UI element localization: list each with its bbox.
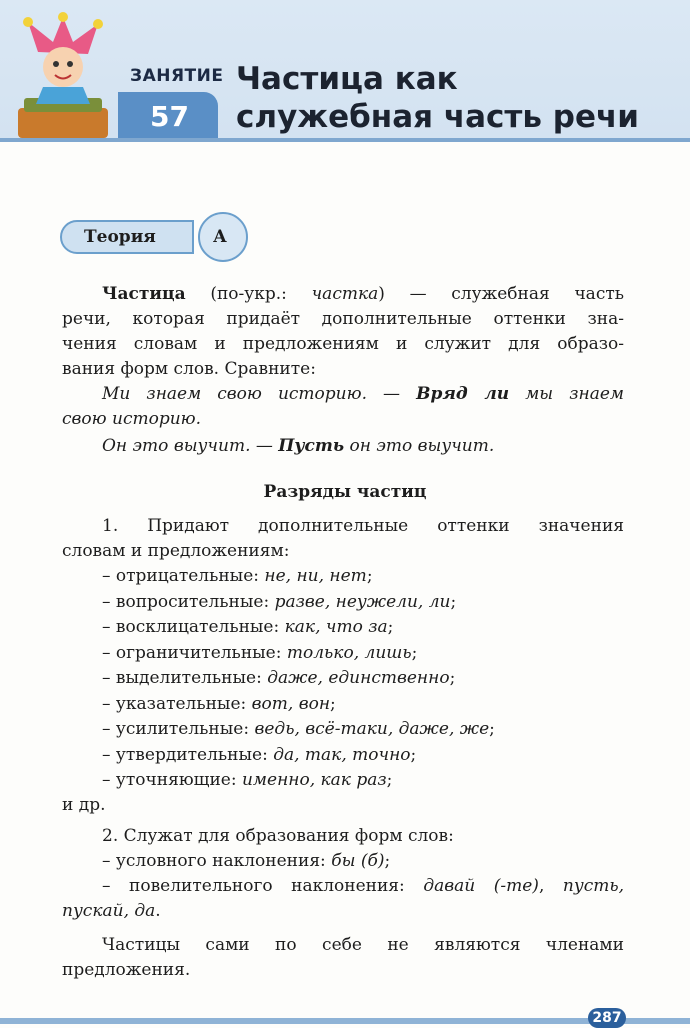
example-1-line-1 [62,384,624,404]
item-label: – выделительные: [102,668,268,688]
list-item [62,694,624,714]
category-1-line-2: словам и предложениям: [62,541,290,561]
list-item [62,617,624,637]
item-end: ; [330,693,336,714]
item-end: ; [387,617,394,637]
example-text: Он это выучит. — [102,436,279,456]
item-label: – уточняющие: [102,770,242,790]
item-examples: только, лишь [286,642,412,663]
term-ukrainian: частка [311,284,379,304]
example-2 [62,436,624,456]
item-examples: давай (-те) [423,876,539,896]
list-item [62,592,624,612]
example-text: мы знаем [509,384,624,404]
item-end: ; [449,668,456,688]
item-examples: бы (б) [331,851,385,871]
item-label: – вопросительные: [102,591,275,612]
jester-mascot-illustration [8,12,118,140]
title-line-2: служебная часть речи [236,99,639,135]
page-number: 287 [588,1008,626,1028]
example-text: Ми знаем свою историю. — [102,384,417,404]
etc-text: и др. [62,795,106,815]
item-end: ; [489,719,495,739]
definition-line-3: чения словам и предложениям и служит для образо- [62,334,624,354]
item-label: – восклицательные: [102,617,285,637]
category-1-line-1 [62,516,624,536]
text-fragment: ) — служебная часть [378,284,624,304]
item-examples: пусть, [562,876,625,896]
item-end: . [155,901,161,921]
item-label: – утвердительные: [102,744,274,765]
definition-line-1 [62,284,624,304]
item-examples: да, так, точно [273,744,411,765]
definition-line-2: речи, которая придаёт дополнительные оттенки зна- [62,309,624,329]
item-examples: именно, как раз [241,770,387,790]
item-end: ; [366,566,373,586]
example-1-line-2: свою историю. [62,409,202,429]
item-label: – отрицательные: [102,566,265,586]
item-examples: ведь, всё-таки, даже, же [254,719,490,739]
term-particle: Частица [102,284,186,304]
item-end: ; [411,642,418,663]
list-item [62,566,624,586]
item-end: ; [410,744,417,765]
theory-label: Теория [84,227,156,247]
item-examples: пускай, да [62,901,156,921]
item-end: ; [386,770,393,790]
text-fragment: 1. Придают дополнительные оттенки значения [102,516,624,536]
definition-line-4: вания форм слов. Сравните: [62,359,316,379]
conclusion-line-1 [62,935,624,955]
example-particle: Пусть [278,436,345,456]
conditional-mood-item [62,851,624,871]
lesson-number: 57 [150,100,189,133]
imperative-mood-item-line-1 [62,876,624,896]
list-item [62,745,624,765]
lesson-label: ЗАНЯТИЕ [130,66,224,86]
title-line-1: Частица как [236,61,458,97]
item-examples: как, что за [284,617,388,637]
conclusion-line-2: предложения. [62,960,191,980]
example-text: он это выучит. [344,436,495,456]
item-label: – повелительного наклонения: [102,876,424,896]
item-examples: вот, вон [251,693,331,714]
level-letter: А [213,227,227,247]
text-fragment: (по-укр.: [185,284,312,304]
item-end: ; [384,851,391,871]
text-fragment: 2. Служат для образования форм слов: [102,826,454,846]
imperative-mood-item-line-2 [62,901,624,921]
item-end: ; [450,591,457,612]
list-item [62,719,624,739]
item-label: – ограничительные: [102,642,287,663]
item-label: – усилительные: [102,719,255,739]
section-heading: Разряды частиц [263,482,427,502]
page-title [236,60,676,136]
item-examples: не, ни, нет [264,566,367,586]
item-examples: разве, неужели, ли [274,591,451,612]
item-label: – указательные: [102,693,252,714]
text-fragment: , [538,876,563,896]
item-label: – условного наклонения: [102,851,332,871]
page-header [0,0,690,142]
list-item [62,643,624,663]
category-2-heading [62,826,624,846]
text-fragment: Частицы сами по себе не являются членами [102,935,624,955]
list-item [62,668,624,688]
item-examples: даже, единственно [267,668,450,688]
footer-bar [0,1018,690,1024]
example-particle: Вряд ли [416,384,510,404]
list-item [62,770,624,790]
